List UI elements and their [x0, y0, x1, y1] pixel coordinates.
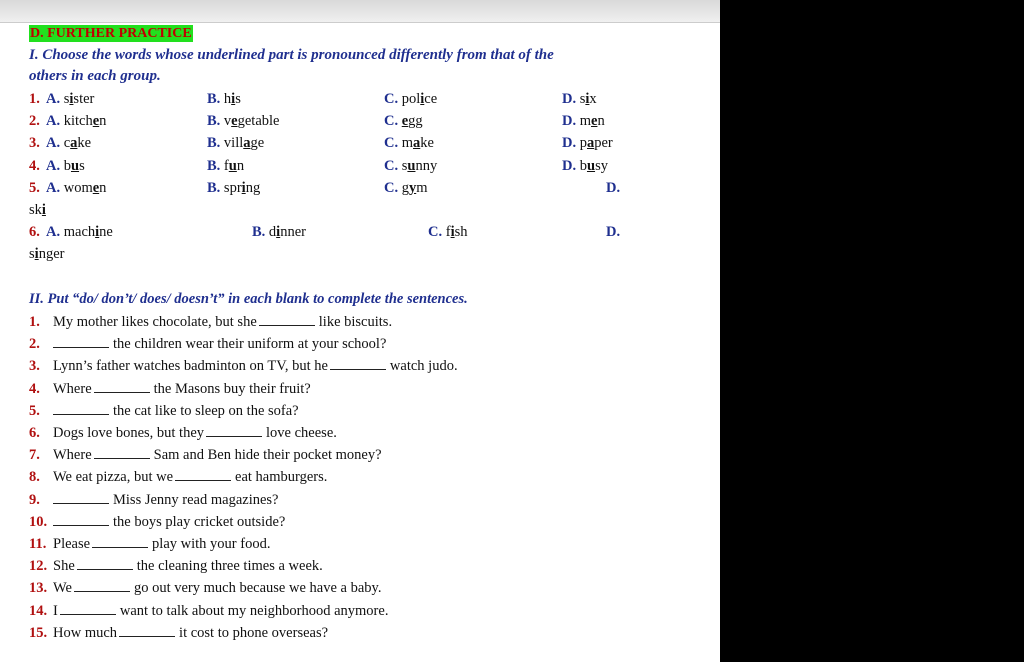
underlined-letter: e	[401, 113, 409, 129]
sentence-number: 8.	[29, 469, 40, 486]
word-part: s	[79, 158, 85, 174]
sentence-before: Where	[53, 380, 92, 397]
question-number: 2.	[29, 113, 40, 129]
word-part: ne	[99, 224, 113, 240]
word-part: wom	[63, 180, 93, 196]
underlined-letter: i	[34, 246, 39, 262]
sentence-after: play with your food.	[152, 536, 271, 552]
word-part: x	[589, 91, 597, 107]
option-d[interactable]	[562, 111, 605, 131]
word-part: n	[597, 113, 605, 129]
underlined-letter: y	[408, 180, 417, 196]
word-part: spr	[223, 180, 242, 196]
sentence-row	[29, 512, 285, 532]
underlined-letter: e	[92, 113, 100, 129]
word-part: ge	[250, 135, 265, 151]
sentence-number: 10.	[29, 513, 48, 530]
option-c[interactable]	[384, 178, 428, 198]
option-b[interactable]	[207, 89, 241, 109]
option-b[interactable]	[207, 156, 244, 176]
section-title: D. FURTHER PRACTICE	[30, 26, 192, 41]
word-part: vill	[223, 135, 244, 151]
sentence-number: 13.	[29, 580, 48, 597]
sentence-number: 11.	[29, 536, 47, 552]
underlined-letter: e	[231, 113, 238, 129]
answer-blank[interactable]	[94, 445, 150, 459]
option-letter: C.	[384, 91, 399, 107]
word-part: ke	[77, 135, 92, 151]
sentence-after: the cleaning three times a week.	[136, 558, 323, 575]
answer-blank[interactable]	[60, 601, 116, 615]
word-part: m	[401, 135, 414, 151]
option-a[interactable]	[46, 222, 113, 242]
word-part: v	[223, 113, 232, 129]
option-d[interactable]	[562, 133, 613, 153]
underlined-letter: u	[407, 158, 416, 174]
sentence-row	[29, 334, 386, 354]
option-a[interactable]	[46, 133, 91, 153]
option-d-word[interactable]	[29, 200, 46, 220]
word-part: s	[235, 91, 241, 107]
underlined-letter: i	[420, 91, 425, 107]
word-part: n	[99, 113, 107, 129]
word-part: sk	[29, 202, 42, 218]
sentence-row	[29, 467, 327, 487]
part1-instruction-line2: others in each group.	[29, 68, 161, 84]
option-letter: B.	[207, 113, 221, 129]
question-number: 4.	[29, 158, 40, 174]
option-c[interactable]	[384, 89, 437, 109]
word-part: n	[236, 158, 245, 174]
answer-blank[interactable]	[92, 534, 148, 548]
option-letter: C.	[384, 135, 399, 151]
underlined-letter: u	[70, 158, 80, 174]
word-part: sy	[595, 158, 608, 174]
sentence-after: the Masons buy their fruit?	[153, 380, 311, 397]
sentence-before: How much	[53, 624, 118, 641]
option-d-letter[interactable]: D.	[606, 224, 621, 240]
word-part: f	[223, 158, 229, 174]
sentence-after: the children wear their uniform at your school?	[113, 336, 387, 353]
option-c[interactable]	[384, 156, 437, 176]
part1-instruction-line1: I. Choose the words whose underlined part is pronounced differently from that of the	[29, 47, 554, 63]
word-part: ster	[73, 91, 95, 107]
sentence-before: My mother likes chocolate, but she	[53, 314, 257, 330]
sentence-number: 6.	[29, 425, 40, 441]
sentence-row	[29, 490, 279, 510]
word-part: nner	[280, 224, 306, 240]
word-part: m	[416, 180, 428, 196]
part2-instruction: II. Put “do/ don’t/ does/ doesn’t” in each blank to complete the sentences.	[29, 291, 468, 307]
answer-blank[interactable]	[206, 423, 262, 437]
sentence-number: 12.	[29, 558, 48, 575]
sentence-row	[29, 578, 381, 598]
option-letter: A.	[46, 135, 61, 151]
sentence-row	[29, 356, 458, 376]
answer-blank[interactable]	[53, 512, 109, 526]
word-part: ce	[424, 91, 438, 107]
word-part: b	[63, 158, 71, 174]
word-part: h	[223, 91, 232, 107]
word-part: c	[63, 135, 71, 151]
word-part: p	[579, 135, 587, 151]
word-part: d	[268, 224, 277, 240]
underlined-letter: i	[69, 91, 74, 107]
option-d-letter[interactable]: D.	[606, 180, 621, 196]
sentence-number: 2.	[29, 336, 40, 353]
underlined-letter: i	[95, 224, 100, 240]
sentence-before: We	[53, 580, 72, 597]
word-part: pol	[401, 91, 421, 107]
option-letter: D.	[562, 91, 577, 107]
sentence-number: 7.	[29, 447, 40, 464]
sentence-before: Dogs love bones, but they	[53, 425, 205, 441]
sentence-row	[29, 423, 337, 443]
option-letter: D.	[562, 158, 577, 174]
underlined-letter: i	[231, 91, 236, 107]
option-a[interactable]	[46, 178, 106, 198]
sentence-before: She	[53, 558, 75, 575]
sentence-number: 4.	[29, 380, 40, 397]
underlined-letter: i	[276, 224, 281, 240]
sentence-before: Lynn’s father watches badminton on TV, but he	[53, 358, 328, 375]
sentence-row	[29, 556, 323, 576]
answer-blank[interactable]	[330, 356, 386, 370]
option-letter: B.	[207, 180, 221, 196]
sentence-number: 1.	[29, 314, 40, 330]
option-b[interactable]	[207, 133, 264, 153]
option-d-word[interactable]	[29, 244, 64, 264]
option-letter: B.	[207, 158, 221, 174]
word-part: kitch	[63, 113, 93, 129]
word-part: s	[401, 158, 408, 174]
sentence-before: Where	[53, 447, 92, 464]
sentence-after: want to talk about my neighborhood anymore.	[119, 602, 389, 619]
sentence-after: like biscuits.	[318, 314, 393, 330]
sentence-after: Miss Jenny read magazines?	[113, 491, 279, 508]
question-number: 6.	[29, 224, 40, 240]
sentence-row	[29, 601, 388, 621]
option-b[interactable]	[252, 222, 306, 242]
option-c[interactable]	[384, 111, 423, 131]
option-letter: B.	[252, 224, 266, 240]
underlined-letter: u	[586, 158, 596, 174]
word-part: m	[579, 113, 592, 129]
sentence-after: the boys play cricket outside?	[113, 513, 286, 530]
sentence-row	[29, 401, 299, 421]
word-part: g	[401, 180, 409, 196]
question-number: 1.	[29, 91, 40, 107]
option-d[interactable]	[562, 156, 608, 176]
sentence-before: Please	[53, 536, 91, 552]
option-letter: B.	[207, 91, 221, 107]
sentence-row	[29, 534, 270, 554]
answer-blank[interactable]	[259, 312, 315, 326]
underlined-letter: e	[92, 180, 100, 196]
option-letter: B.	[207, 135, 221, 151]
option-letter: D.	[562, 135, 577, 151]
answer-blank[interactable]	[53, 401, 109, 415]
option-c[interactable]	[384, 133, 434, 153]
option-letter: D.	[562, 113, 577, 129]
sentence-after: it cost to phone overseas?	[179, 624, 329, 641]
option-letter: C.	[384, 113, 399, 129]
underlined-letter: e	[591, 113, 598, 129]
word-part: per	[594, 135, 613, 151]
question-number: 3.	[29, 135, 40, 151]
sentence-after: the cat like to sleep on the sofa?	[113, 402, 299, 419]
sentence-after: go out very much because we have a baby.	[133, 580, 382, 597]
option-letter: C.	[428, 224, 443, 240]
word-part: nny	[415, 158, 438, 174]
sentence-number: 9.	[29, 491, 40, 508]
word-part: nger	[38, 246, 65, 262]
answer-blank[interactable]	[74, 578, 130, 592]
word-part: getable	[237, 113, 280, 129]
answer-blank[interactable]	[77, 556, 133, 570]
word-part: ng	[245, 180, 261, 196]
option-a[interactable]	[46, 156, 85, 176]
underlined-letter: a	[413, 135, 421, 151]
underlined-letter: a	[586, 135, 595, 151]
word-part: b	[579, 158, 587, 174]
option-a[interactable]	[46, 111, 106, 131]
underlined-letter: u	[228, 158, 237, 174]
word-part: s	[29, 246, 35, 262]
underlined-letter: i	[41, 202, 46, 218]
sentence-before: We eat pizza, but we	[53, 469, 174, 486]
sentence-after: Sam and Ben hide their pocket money?	[153, 447, 382, 464]
answer-blank[interactable]	[53, 334, 109, 348]
answer-blank[interactable]	[119, 623, 175, 637]
option-letter: C.	[384, 180, 399, 196]
option-letter: C.	[384, 158, 399, 174]
answer-blank[interactable]	[53, 490, 109, 504]
option-a[interactable]	[46, 89, 94, 109]
underlined-letter: a	[70, 135, 78, 151]
sentence-before: I	[53, 602, 58, 619]
option-letter: A.	[46, 180, 61, 196]
sentence-after: watch judo.	[389, 358, 458, 375]
option-letter: A.	[46, 158, 61, 174]
word-part: s	[63, 91, 70, 107]
word-part: gg	[408, 113, 423, 129]
option-b[interactable]	[207, 111, 279, 131]
underlined-letter: i	[585, 91, 590, 107]
sentence-number: 15.	[29, 624, 48, 641]
sentence-row	[29, 379, 311, 399]
sentence-number: 14.	[29, 602, 48, 619]
sentence-number: 5.	[29, 402, 40, 419]
underlined-letter: a	[243, 135, 251, 151]
option-c[interactable]	[428, 222, 468, 242]
option-b[interactable]	[207, 178, 260, 198]
underlined-letter: i	[241, 180, 246, 196]
sentence-row	[29, 623, 328, 643]
answer-blank[interactable]	[94, 379, 150, 393]
sentence-number: 3.	[29, 358, 40, 375]
option-letter: A.	[46, 113, 61, 129]
option-letter: A.	[46, 224, 61, 240]
question-number: 5.	[29, 180, 40, 196]
sentence-after: love cheese.	[266, 425, 337, 441]
sentence-row	[29, 312, 392, 332]
viewer-top-bar	[0, 0, 720, 23]
sentence-row	[29, 445, 382, 465]
sentence-after: eat hamburgers.	[235, 469, 328, 486]
option-letter: A.	[46, 91, 61, 107]
word-part: sh	[454, 224, 468, 240]
answer-blank[interactable]	[175, 467, 231, 481]
option-d[interactable]	[562, 89, 597, 109]
word-part: ke	[420, 135, 434, 151]
underlined-letter: i	[450, 224, 455, 240]
word-part: s	[579, 91, 586, 107]
word-part: mach	[63, 224, 96, 240]
word-part: f	[445, 224, 451, 240]
word-part: n	[99, 180, 107, 196]
